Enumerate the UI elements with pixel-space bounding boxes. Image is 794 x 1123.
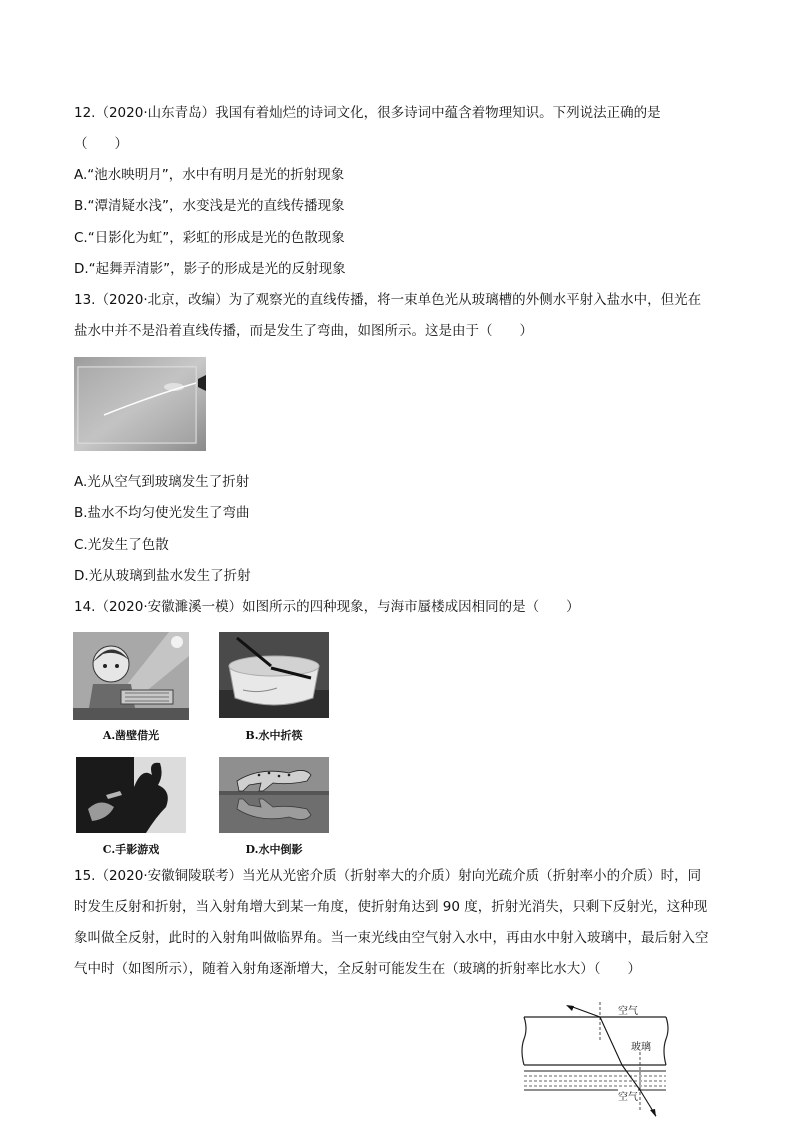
q14-caption-b: B.水中折筷: [245, 729, 303, 742]
q13-stem-line1: 13.（2020·北京，改编）为了观察光的直线传播，将一束单色光从玻璃槽的外侧水平射入盐水中，但光在: [74, 292, 702, 308]
q15-label-air-top: 空气: [618, 1006, 638, 1017]
q15-stem: 15.（2020·安徽铜陵联考）当光从光密介质（折射率大的介质）射向光疏介质（折射率小的介质）时，同时发生反射和折射，当入射角增大到某一角度，使折射角达到 90 度，折射光消失，只剩下反射光，这种现象叫做全反射，此时的入射角叫做临界角。当一束光线由空气射入水中，再由水中射入玻璃中，最后射入空气中时（如图所示），随着入射角逐渐增大，全反射可能发生在（玻璃的折射率比水大）（ ）: [74, 868, 709, 977]
q12-answer-paren: （ ）: [74, 136, 128, 152]
q13-option-c: C.光发生了色散: [74, 537, 169, 553]
q13-stem-line2: 盐水中并不是沿着直线传播，而是发生了弯曲，如图所示。这是由于（ ）: [74, 323, 533, 339]
q14-photo-b-chopstick-bowl: [219, 632, 329, 718]
q12-option-c: C.“日影化为虹”，彩虹的形成是光的色散现象: [74, 230, 345, 246]
q15-refraction-diagram: [518, 1000, 678, 1118]
q12-option-b: B.“潭清疑水浅”，水变浅是光的直线传播现象: [74, 198, 345, 214]
q14-photo-c-hand-shadow: [76, 757, 186, 833]
q15-label-glass: 玻璃: [631, 1042, 651, 1053]
q15-label-air-bottom: 空气: [618, 1088, 638, 1103]
q14-photo-a-wall-light: [73, 632, 189, 720]
q13-option-b: B.盐水不均匀使光发生了弯曲: [74, 505, 250, 521]
q13-option-a: A.光从空气到玻璃发生了折射: [74, 474, 250, 490]
q12-option-a: A.“池水映明月”，水中有明月是光的折射现象: [74, 167, 345, 183]
q14-caption-d: D.水中倒影: [245, 843, 303, 856]
q14-stem: 14.（2020·安徽濉溪一模）如图所示的四种现象，与海市蜃楼成因相同的是（ ）: [74, 599, 580, 615]
q14-photo-d-water-reflection: [219, 757, 329, 833]
q13-photo-glass-tank: [74, 357, 206, 451]
q14-caption-c: C.手影游戏: [102, 843, 160, 856]
q14-caption-a: A.凿壁借光: [102, 729, 160, 742]
q13-option-d: D.光从玻璃到盐水发生了折射: [74, 568, 251, 584]
q12-option-d: D.“起舞弄清影”，影子的形成是光的反射现象: [74, 261, 346, 277]
q12-stem: 12.（2020·山东青岛）我国有着灿烂的诗词文化，很多诗词中蕴含着物理知识。下列说法正确的是: [74, 105, 661, 121]
